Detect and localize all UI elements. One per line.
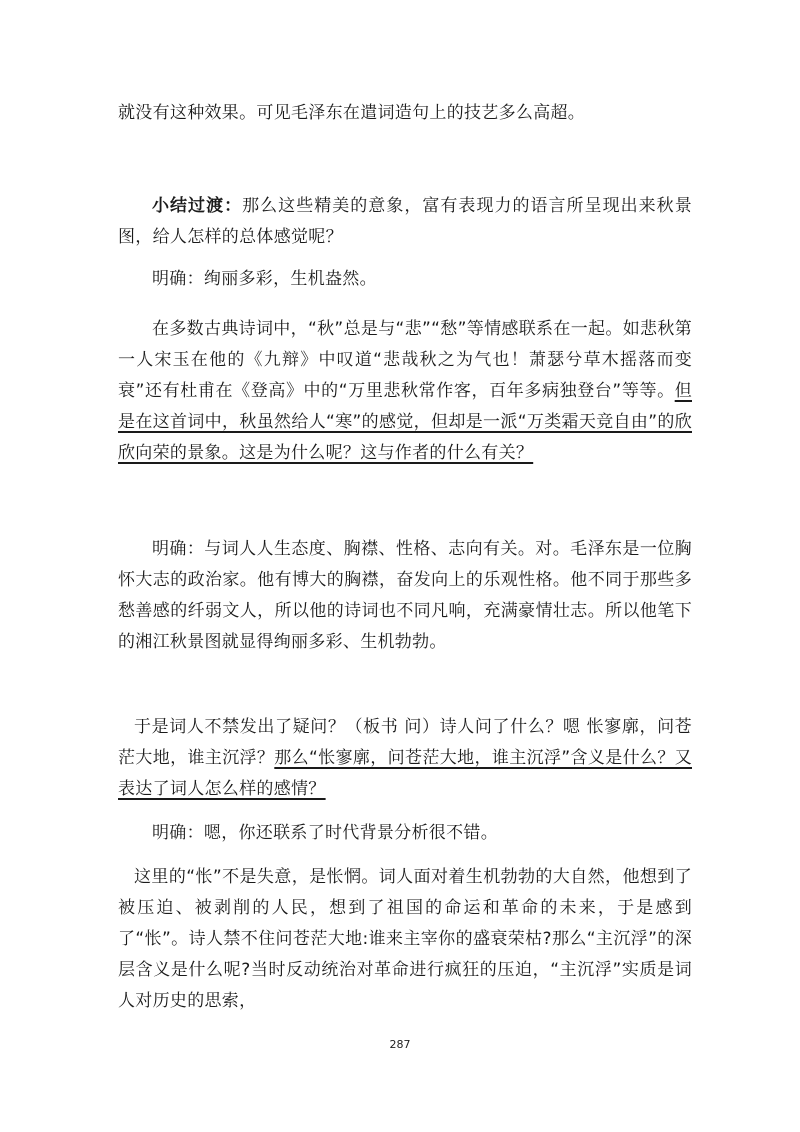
paragraph-answer-3: 明确：嗯，你还联系了时代背景分析很不错。 <box>152 823 498 843</box>
paragraph-explanation: 这里的“怅”不是失意，是怅惘。词人面对着生机勃勃的大自然，他想到了被压迫、被剥削的人民，想到了祖国的命运和革命的未来，于是感到了“怅”。诗人禁不住问苍茫大地:谁来主宰你的盛衰荣枯?那么“主沉浮”的深层含义是什么呢?当时反动统治对革命进行疯狂的压迫，“主沉浮”实质是词人对历史的思索， <box>118 867 692 1011</box>
paragraph-answer-1: 明确：绚丽多彩，生机盎然。 <box>152 269 377 289</box>
question-underlined: 那么“怅寥廓，问苍茫大地，谁主沉浮”含义是什么？又表达了词人怎么样的感情？ <box>118 748 692 799</box>
paragraph-1: 就没有这种效果。可见毛泽东在遣词造句上的技艺多么高超。 <box>118 103 586 123</box>
question-text: 于是词人不禁发出了疑问？（板书 问）诗人问了什么？嗯 怅寥廓，问苍茫大地，谁主沉浮？ <box>118 717 692 768</box>
summary-transition-text: 那么这些精美的意象，富有表现力的语言所呈现出来秋景图，给人怎样的总体感觉呢？ <box>118 196 693 247</box>
paragraph-summary-transition <box>118 191 692 253</box>
summary-transition-label: 小结过渡： <box>152 196 243 216</box>
paragraph-autumn-poetry <box>118 314 692 469</box>
autumn-poetry-text: 在多数古典诗词中，“秋”总是与“悲”“愁”等情感联系在一起。如悲秋第一人宋玉在他的《九辩》中叹道“悲哉秋之为气也！萧瑟兮草木摇落而变衰”还有杜甫在《登高》中的“万里悲秋常作客，百年多病独登台”等等。 <box>118 319 692 401</box>
paragraph-answer-2: 明确：与词人人生态度、胸襟、性格、志向有关。对。毛泽东是一位胸怀大志的政治家。他有博大的胸襟，奋发向上的乐观性格。他不同于那些多愁善感的纤弱文人，所以他的诗词也不同凡响，充满豪情壮志。所以他笔下的湘江秋景图就显得绚丽多彩、生机勃勃。 <box>118 539 692 652</box>
page-number: 287 <box>389 1038 411 1051</box>
paragraph-question <box>118 712 692 805</box>
autumn-poetry-question: 但是在这首词中，秋虽然给人“寒”的感觉，但却是一派“万类霜天竞自由”的欣欣向荣的景象。这是为什么呢？这与作者的什么有关？ <box>118 381 692 463</box>
